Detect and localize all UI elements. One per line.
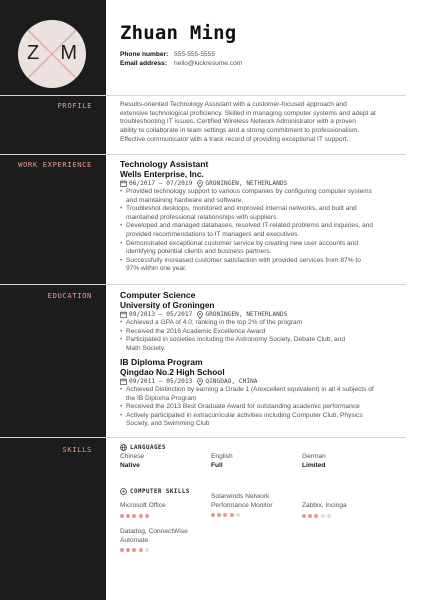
rating-dot <box>327 514 331 518</box>
list-item: • Provided technology support to various companies by configuring computer systems and maintaining hardware and software. <box>120 188 402 205</box>
language-name: Chinese <box>120 453 145 460</box>
computer-skill-name: Datadog, ConnectWise <box>120 528 188 535</box>
computer-skill-item <box>120 528 188 552</box>
calendar-icon <box>120 180 127 187</box>
education-location: GRONINGEN, NETHERLANDS <box>205 311 288 318</box>
rating-dot <box>314 514 318 518</box>
avatar-initial-left: Z <box>27 42 40 64</box>
summary-line: troubleshooting IT issues. Certified Wireless Network Administrator with a proven <box>120 118 356 126</box>
language-level: Full <box>211 461 223 469</box>
computer-skill-item <box>120 502 166 518</box>
computer-skill-item <box>302 502 347 518</box>
job-dates: 06/2017 – 07/2019 <box>129 180 193 187</box>
section-label-work-experience: WORK EXPERIENCE <box>18 160 92 169</box>
language-level: Native <box>120 461 140 469</box>
rating-dot <box>236 513 240 517</box>
email-label: Email address: <box>120 60 167 67</box>
divider <box>0 284 406 285</box>
calendar-icon <box>120 311 127 318</box>
school-name: University of Groningen <box>120 299 215 310</box>
rating-dot <box>139 548 143 552</box>
language-item <box>120 453 144 470</box>
profile-summary <box>120 101 402 145</box>
list-item: • Achieved Distinction by earning a Grade 1 (A/excellent equivalent) in all 4 subjects of the IB Diploma Program <box>120 386 402 403</box>
computer-skill-item <box>211 493 273 517</box>
computer-skill-name: Performance Monitor <box>211 501 273 509</box>
skill-rating <box>120 514 166 518</box>
degree-title: Computer Science <box>120 290 196 300</box>
job-meta <box>120 179 402 188</box>
rating-dot <box>120 514 124 518</box>
computer-skills-heading: COMPUTER SKILLS <box>120 488 402 495</box>
section-label-profile: PROFILE <box>57 101 92 110</box>
calendar-icon <box>120 378 127 385</box>
list-item: • Troubleshot desktops, monitored and improved internal networks, and built and maintained professional relationships with suppliers. <box>120 205 402 222</box>
skill-rating <box>211 513 273 517</box>
email-row <box>120 59 242 68</box>
summary-line: ability to collaborate in team settings and a strong commitment to professionalism. <box>120 127 360 135</box>
location-pin-icon <box>197 311 203 319</box>
computer-skill-name: Solarwinds Network <box>211 493 270 500</box>
divider <box>0 437 406 438</box>
rating-dot <box>120 548 124 552</box>
list-item: • Achieved a GPA of 4.0, ranking in the top 2% of the program <box>120 319 402 328</box>
degree-title: IB Diploma Program <box>120 357 203 367</box>
language-name: English <box>211 453 233 460</box>
rating-dot <box>126 514 130 518</box>
rating-dot <box>145 514 149 518</box>
avatar-initial-right: M <box>60 42 77 64</box>
rating-dot <box>132 548 136 552</box>
summary-line: extensive technological proficiency. Skilled in managing computer systems and adept at <box>120 109 376 117</box>
globe-icon <box>120 444 127 451</box>
language-name: German <box>302 453 326 460</box>
email-value: hello@kickresume.com <box>174 60 243 67</box>
rating-dot <box>223 513 227 517</box>
school-name: Qingdao No.2 High School <box>120 366 225 377</box>
candidate-name: Zhuan Ming <box>120 22 237 44</box>
computer-skill-name: Zabbix, Incinga <box>302 502 347 509</box>
list-item: • Developed and managed databases, resolved IT-related problems and inquiries, and provided recommendations to IT managers and executives. <box>120 222 402 239</box>
education-meta <box>120 377 402 386</box>
rating-dot <box>217 513 221 517</box>
languages-heading: LANGUAGES <box>120 444 402 451</box>
gear-icon <box>120 488 127 495</box>
list-item: • Participated in societies including the Astronomy Society, Debate Club, and Math Society. <box>120 336 402 353</box>
education-bullets <box>120 386 402 429</box>
rating-dot <box>302 514 306 518</box>
skill-rating <box>120 548 188 552</box>
section-label-education: EDUCATION <box>47 291 92 300</box>
job-company: Wells Enterprise, Inc. <box>120 168 204 179</box>
list-item: • Received the 2016 Academic Excellence Award <box>120 328 402 337</box>
list-item: • Successfully increased customer satisfaction with provided services from 87% to 97% within one year. <box>120 257 402 274</box>
job-location: GRONINGEN, NETHERLANDS <box>205 180 288 187</box>
summary-line: Effective communicator with a track record of providing exceptional IT support. <box>120 135 349 143</box>
education-dates: 09/2013 – 05/2017 <box>129 311 193 318</box>
list-item: • Received the 2013 Best Graduate Award for outstanding academic performance <box>120 403 402 412</box>
rating-dot <box>132 514 136 518</box>
computer-skill-name: Automate <box>120 536 149 544</box>
divider <box>0 95 406 96</box>
work-entry <box>120 160 402 274</box>
education-dates: 09/2011 – 05/2013 <box>129 378 193 385</box>
education-bullets <box>120 319 402 353</box>
education-entry <box>120 358 402 429</box>
computer-skill-name: Microsoft Office <box>120 502 166 509</box>
rating-dot <box>126 548 130 552</box>
job-title: Technology Assistant <box>120 159 209 169</box>
skill-rating <box>302 514 347 518</box>
rating-dot <box>230 513 234 517</box>
location-pin-icon <box>197 180 203 188</box>
education-meta <box>120 310 402 319</box>
summary-line: Results-oriented Technology Assistant with a customer-focused approach and <box>120 101 347 108</box>
rating-dot <box>211 513 215 517</box>
language-level: Limited <box>302 461 326 469</box>
job-bullets <box>120 188 402 274</box>
avatar <box>18 20 86 88</box>
divider <box>0 154 406 155</box>
list-item: • Actively participated in extracurricular activities including Computer Club, Physics Society, and Swimming Club <box>120 412 402 429</box>
left-sidebar <box>0 0 106 600</box>
education-location: QINGDAO, CHINA <box>205 378 258 385</box>
list-item: • Demonstrated exceptional customer service by creating new user accounts and identifying potential clients and business partners. <box>120 240 402 257</box>
language-item <box>211 453 233 470</box>
rating-dot <box>139 514 143 518</box>
education-entry <box>120 291 402 353</box>
phone-value: 555-555-5555 <box>174 51 216 58</box>
rating-dot <box>321 514 325 518</box>
phone-label: Phone number: <box>120 51 169 58</box>
section-label-skills: SKILLS <box>62 445 92 454</box>
rating-dot <box>308 514 312 518</box>
rating-dot <box>145 548 149 552</box>
location-pin-icon <box>197 378 203 386</box>
phone-row <box>120 50 215 59</box>
language-item <box>302 453 326 470</box>
